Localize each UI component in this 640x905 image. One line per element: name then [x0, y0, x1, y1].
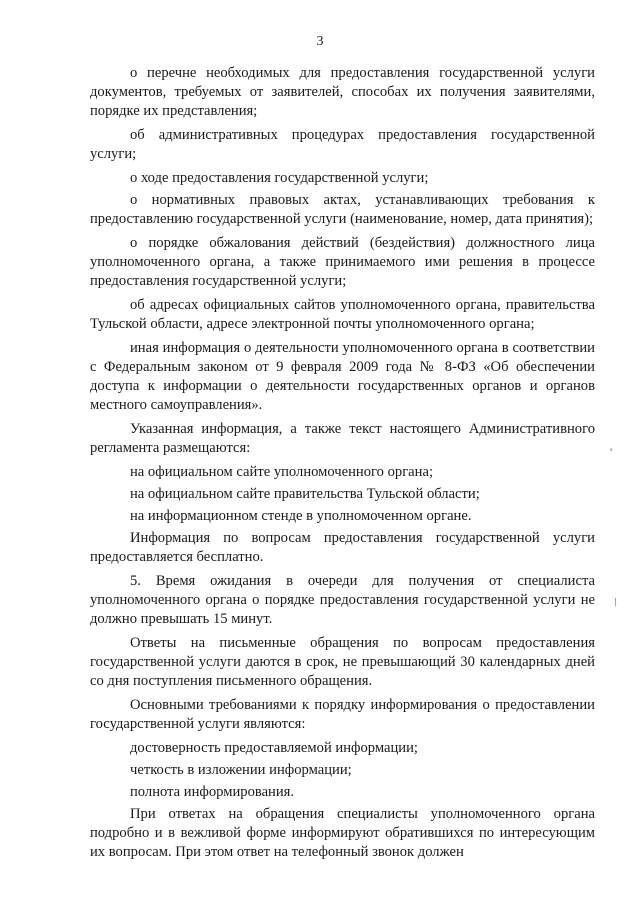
paragraph-admin-procedures: об административных процедурах предоставления государственной услуги;	[90, 127, 595, 162]
paragraph-responses: При ответах на обращения специалисты уполномоченного органа подробно и в вежливой форме информируют обратившихся по интересующим их вопросам. При этом ответ на телефонный звонок должен	[90, 806, 595, 860]
page-number: 3	[316, 34, 324, 49]
list-item-government-site: на официальном сайте правительства Тульской области;	[130, 486, 480, 502]
list-item-info-stand: на информационном стенде в уполномоченном органе.	[130, 508, 472, 524]
paragraph-free-info: Информация по вопросам предоставления государственной услуги предоставляется бесплатно.	[90, 530, 595, 565]
margin-tick-mark: '	[610, 445, 613, 459]
paragraph-legal-acts: о нормативных правовых актах, устанавливающих требования к предоставлению государственной услуги (наименование, номер, дата принятия);	[90, 192, 595, 227]
list-item-reliability: достоверность предоставляемой информации;	[130, 740, 418, 756]
list-item-completeness: полнота информирования.	[130, 784, 295, 800]
paragraph-info-placement: Указанная информация, а также текст настоящего Административного регламента размещаются:	[90, 421, 595, 456]
paragraph-appeal-procedure: о порядке обжалования действий (бездействия) должностного лица уполномоченного органа, а также принимаемого ими решения в процессе предоставления государственной услуги;	[90, 235, 595, 289]
margin-pen-mark: /	[611, 594, 620, 610]
list-item-authority-site: на официальном сайте уполномоченного органа;	[130, 464, 433, 480]
paragraph-service-progress: о ходе предоставления государственной услуги;	[130, 170, 429, 186]
paragraph-written-replies: Ответы на письменные обращения по вопросам предоставления государственной услуги даются в срок, не превышающий 30 календарных дней со дня поступления письменного обращения.	[90, 635, 595, 689]
paragraph-info-requirements: Основными требованиями к порядку информирования о предоставлении государственной услуги являются:	[90, 697, 595, 732]
paragraph-documents-list: о перечне необходимых для предоставления государственной услуги документов, требуемых от заявителей, способах их получения заявителями, порядке их представления;	[90, 65, 595, 119]
document-body	[90, 64, 595, 867]
paragraph-other-info: иная информация о деятельности уполномоченного органа в соответствии с Федеральным законом от 9 февраля 2009 года № 8-ФЗ «Об обеспечении доступа к информации о деятельности государственных органов и органов местного самоуправления».	[90, 340, 595, 413]
paragraph-official-sites: об адресах официальных сайтов уполномоченного органа, правительства Тульской области, адресе электронной почты уполномоченного органа;	[90, 297, 595, 332]
list-item-clarity: четкость в изложении информации;	[130, 762, 352, 778]
paragraph-waiting-time: 5. Время ожидания в очереди для получения от специалиста уполномоченного органа о порядке предоставления государственной услуги не должно превышать 15 минут.	[90, 573, 595, 627]
